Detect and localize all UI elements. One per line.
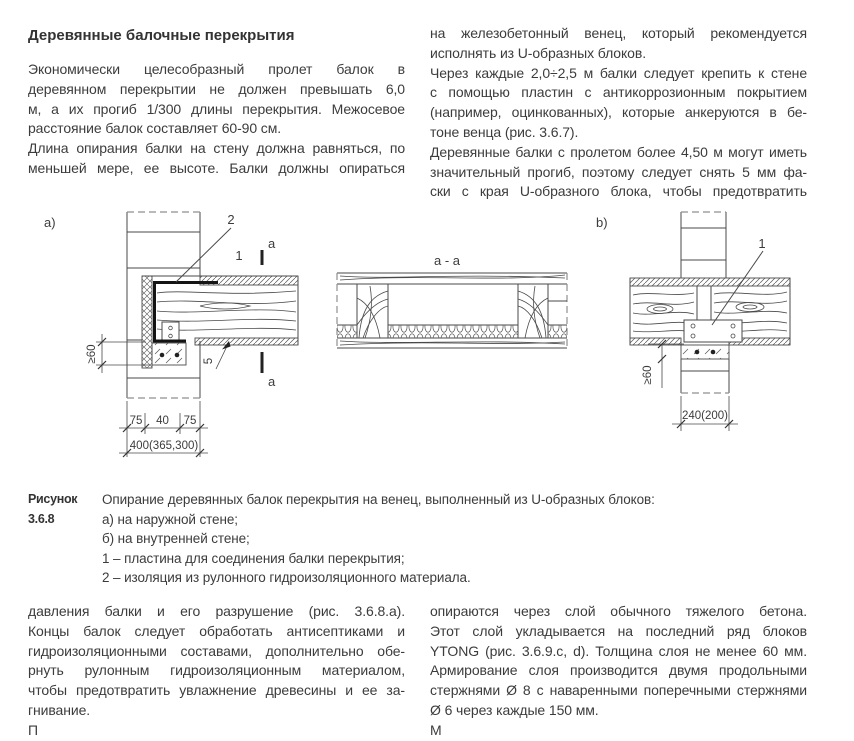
article-heading: Деревянные балочные перекрытия bbox=[28, 27, 295, 44]
text-column-bottom-right bbox=[430, 602, 807, 741]
text-line: Длина опирания балки на стену должна равняться, по bbox=[28, 140, 405, 157]
text-line: ски с края U-образного блока, чтобы предотвратить bbox=[430, 183, 807, 200]
section-mark-bar bbox=[261, 250, 264, 265]
text-line: чтобы предотвратить увлажнение древесины и ее за- bbox=[28, 682, 405, 699]
text-line: давления балки и его разрушение (рис. 3.6.8.а). bbox=[28, 603, 405, 619]
text-line: м, а их прогиб 1/300 длины перекрытия. Межосевое bbox=[28, 100, 405, 117]
diagram-view-a bbox=[44, 212, 298, 457]
section-mark-label: a bbox=[268, 374, 276, 389]
connection-plate bbox=[162, 322, 179, 342]
concrete-bed bbox=[152, 343, 186, 365]
view-a-label: a) bbox=[44, 215, 56, 230]
figure-drawing bbox=[0, 203, 854, 468]
text-line: 1 – пластина для соединения балки перекрытия; bbox=[102, 550, 405, 566]
text-line: М bbox=[430, 721, 442, 738]
text-line: стержнями Ø 8 с наваренными поперечными стержнями bbox=[430, 682, 807, 699]
figure-caption-text bbox=[102, 490, 655, 588]
text-line: значительный прогиб, поэтому следует снять 5 мм фа- bbox=[430, 163, 807, 180]
beam-top-hatch bbox=[630, 278, 790, 286]
text-line: с помощью пластин с антикоррозионным покрытием bbox=[430, 84, 807, 101]
text-line: Армирование слоя производится двумя продольными bbox=[430, 662, 807, 679]
paragraph-block bbox=[430, 602, 807, 741]
text-line: 2 – изоляция из рулонного гидроизоляционного материала. bbox=[102, 570, 471, 585]
rebar-dot bbox=[711, 350, 716, 355]
text-line: Этот слой укладывается на последний ряд блоков bbox=[430, 622, 807, 639]
diagram-view-b bbox=[596, 212, 790, 431]
figure-caption bbox=[28, 490, 818, 588]
section-title: a - a bbox=[433, 253, 461, 268]
text-line: Опирание деревянных балок перекрытия на венец, выполненный из U-образных блоков: bbox=[102, 492, 655, 507]
text-line: на железобетонный венец, который рекомендуется bbox=[430, 25, 807, 41]
insulation-band bbox=[388, 325, 518, 338]
dim-total: 240(200) bbox=[681, 410, 729, 422]
dim-seg: 75 bbox=[183, 415, 197, 427]
text-line: Через каждые 2,0÷2,5 м балки следует крепить к стене bbox=[430, 64, 807, 81]
text-column-bottom-left bbox=[28, 602, 405, 741]
paragraph-block bbox=[28, 602, 405, 741]
beam-bottom-hatch bbox=[195, 338, 298, 345]
dim-seg: 75 bbox=[129, 415, 143, 427]
text-line: тоне венца (рис. 3.6.7). bbox=[430, 123, 579, 140]
text-line: а) на наружной стене; bbox=[102, 511, 238, 527]
dim-total: 400(365,300) bbox=[129, 440, 199, 452]
insulation-strip bbox=[142, 276, 152, 368]
text-line: (например, оцинкованных), которые анкеруются в бе- bbox=[430, 104, 807, 121]
dim-seg: 40 bbox=[156, 415, 169, 427]
text-line: б) на внутренней стене; bbox=[102, 531, 250, 546]
dim-min-height: ≥60 bbox=[642, 365, 654, 385]
callout-2: 2 bbox=[227, 212, 235, 227]
text-line: Экономически целесобразный пролет балок в bbox=[28, 61, 405, 77]
callout-1: 1 bbox=[758, 236, 766, 251]
rebar-dot bbox=[160, 353, 165, 358]
text-line: Ø 6 через каждые 150 мм. bbox=[430, 701, 599, 718]
insulation-band bbox=[337, 325, 357, 338]
callout-1: 1 bbox=[235, 248, 243, 263]
text-line: исполнять из U-образных блоков. bbox=[430, 44, 646, 61]
section-mark-label: a bbox=[268, 236, 276, 251]
text-line: Деревянные балки с пролетом более 4,50 м могут иметь bbox=[430, 143, 807, 160]
text-line: рнуть рулонным гидроизоляционным материалом, bbox=[28, 662, 405, 679]
text-line: опираются через слой обычного тяжелого бетона. bbox=[430, 603, 807, 619]
text-line: деревянном перекрытии не должен превышать 6,0 bbox=[28, 80, 405, 97]
text-line: YTONG (рис. 3.6.9.c, d). Толщина слоя не менее 60 мм. bbox=[430, 642, 807, 659]
text-line: гнивание. bbox=[28, 701, 91, 718]
view-b-label: b) bbox=[596, 215, 608, 230]
diagram-section-aa bbox=[337, 253, 567, 348]
dim-min-height: ≥60 bbox=[86, 344, 98, 364]
section-mark-bar bbox=[261, 352, 264, 373]
text-column-top-left bbox=[28, 27, 405, 179]
insulation-band bbox=[548, 325, 567, 338]
rebar-dot bbox=[175, 353, 180, 358]
text-line: меньшей мере, ее высоте. Балки должны опираться bbox=[28, 159, 405, 176]
text-column-top-right bbox=[430, 24, 807, 202]
concrete-bed bbox=[681, 345, 729, 359]
paragraph-block bbox=[28, 60, 405, 179]
text-line: П bbox=[28, 721, 38, 738]
dim-chamfer: 5 bbox=[203, 357, 215, 365]
text-line: гидроизоляционными составами, дополнительно обе- bbox=[28, 642, 405, 659]
text-line: Концы балок следует обработать антисептиками и bbox=[28, 622, 405, 639]
figure-caption-label: Рисунок 3.6.8 bbox=[28, 492, 78, 526]
rebar-dot bbox=[695, 350, 700, 355]
paragraph-block bbox=[430, 24, 807, 202]
text-line: расстояние балок составляет 60-90 см. bbox=[28, 120, 282, 137]
